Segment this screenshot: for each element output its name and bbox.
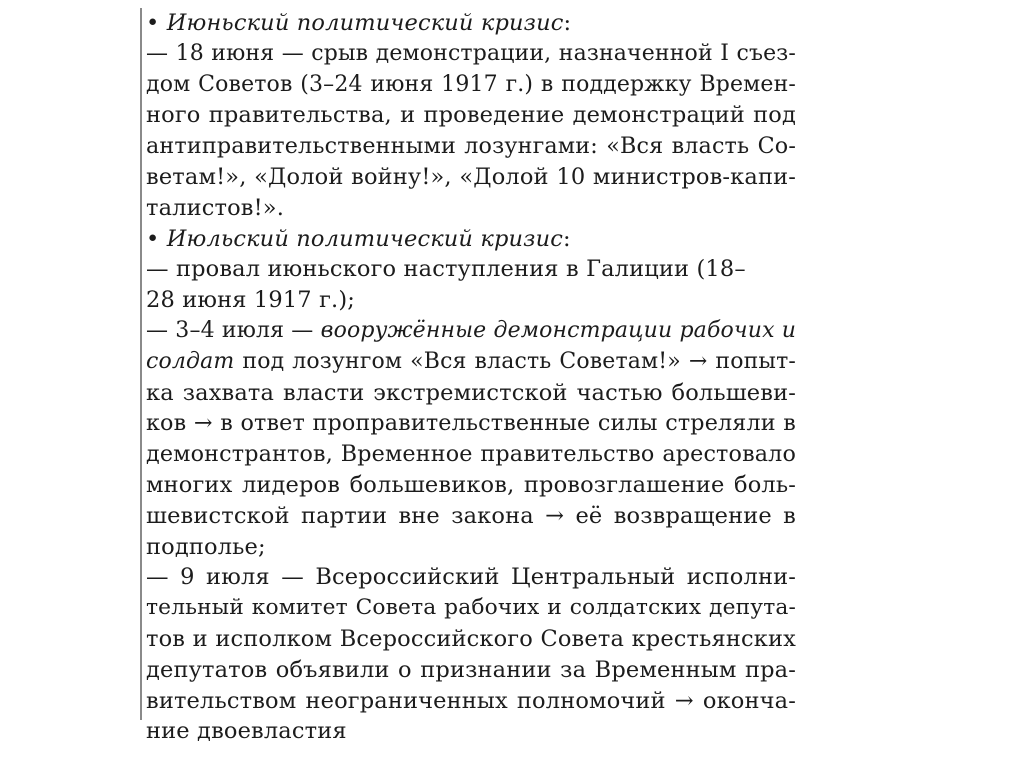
heading-text: Июньский политический кризис [166, 10, 564, 36]
document-text [146, 8, 796, 747]
heading-text: Июльский политический кризис [166, 225, 563, 252]
text-line: — 3–4 июля — вооружённые демонстрации рабочих и [146, 317, 797, 343]
text-line: демонстрантов, Временное правительство арестовало [146, 441, 796, 468]
text-line: солдат под лозунгом «Вся власть Советам!» → попыт- [146, 348, 796, 374]
text-line: тельный комитет Совета рабочих и солдатских депута- [146, 595, 796, 621]
text-line: — 18 июня — срыв демонстрации, назначенной I съез- [146, 40, 796, 66]
text-line: — провал июньского наступления в Галиции (18– [146, 256, 746, 283]
section-heading-june: • Июньский политический кризис: [146, 10, 572, 36]
text-line: ка захвата власти экстремистской частью большеви- [146, 379, 796, 406]
section-heading-july: • Июльский политический кризис: [146, 225, 571, 252]
text-line: талистов!». [146, 194, 285, 221]
text-line: дом Советов (3–24 июня 1917 г.) в поддержку Времен- [146, 71, 796, 97]
text-line: ков → в ответ проправительственные силы стреляли в [146, 410, 796, 437]
text-line: 28 июня 1917 г.); [146, 287, 355, 314]
text-line: ветам!», «Долой войну!», «Долой 10 министров-капи- [146, 163, 796, 190]
text-line: — 9 июля — Всероссийский Центральный исполни- [146, 564, 796, 591]
text-line: многих лидеров большевиков, провозглашение боль- [146, 471, 796, 498]
text-line: ние двоевластия [146, 718, 347, 745]
text-line: антиправительственными лозунгами: «Вся власть Со- [146, 133, 796, 160]
bullet: • [146, 10, 160, 36]
text-line: вительством неограниченных полномочий → оконча- [146, 687, 796, 714]
text-line: ного правительства, и проведение демонстраций под [146, 102, 796, 129]
left-margin-rule [140, 8, 142, 720]
text-line: тов и исполком Всероссийского Совета крестьянских [146, 625, 796, 652]
text-line: подполье; [146, 533, 266, 560]
bullet: • [146, 225, 160, 252]
text-line: депутатов объявили о признании за Временным пра- [146, 656, 796, 683]
text-line: шевистской партии вне закона → её возвращение в [146, 502, 796, 529]
